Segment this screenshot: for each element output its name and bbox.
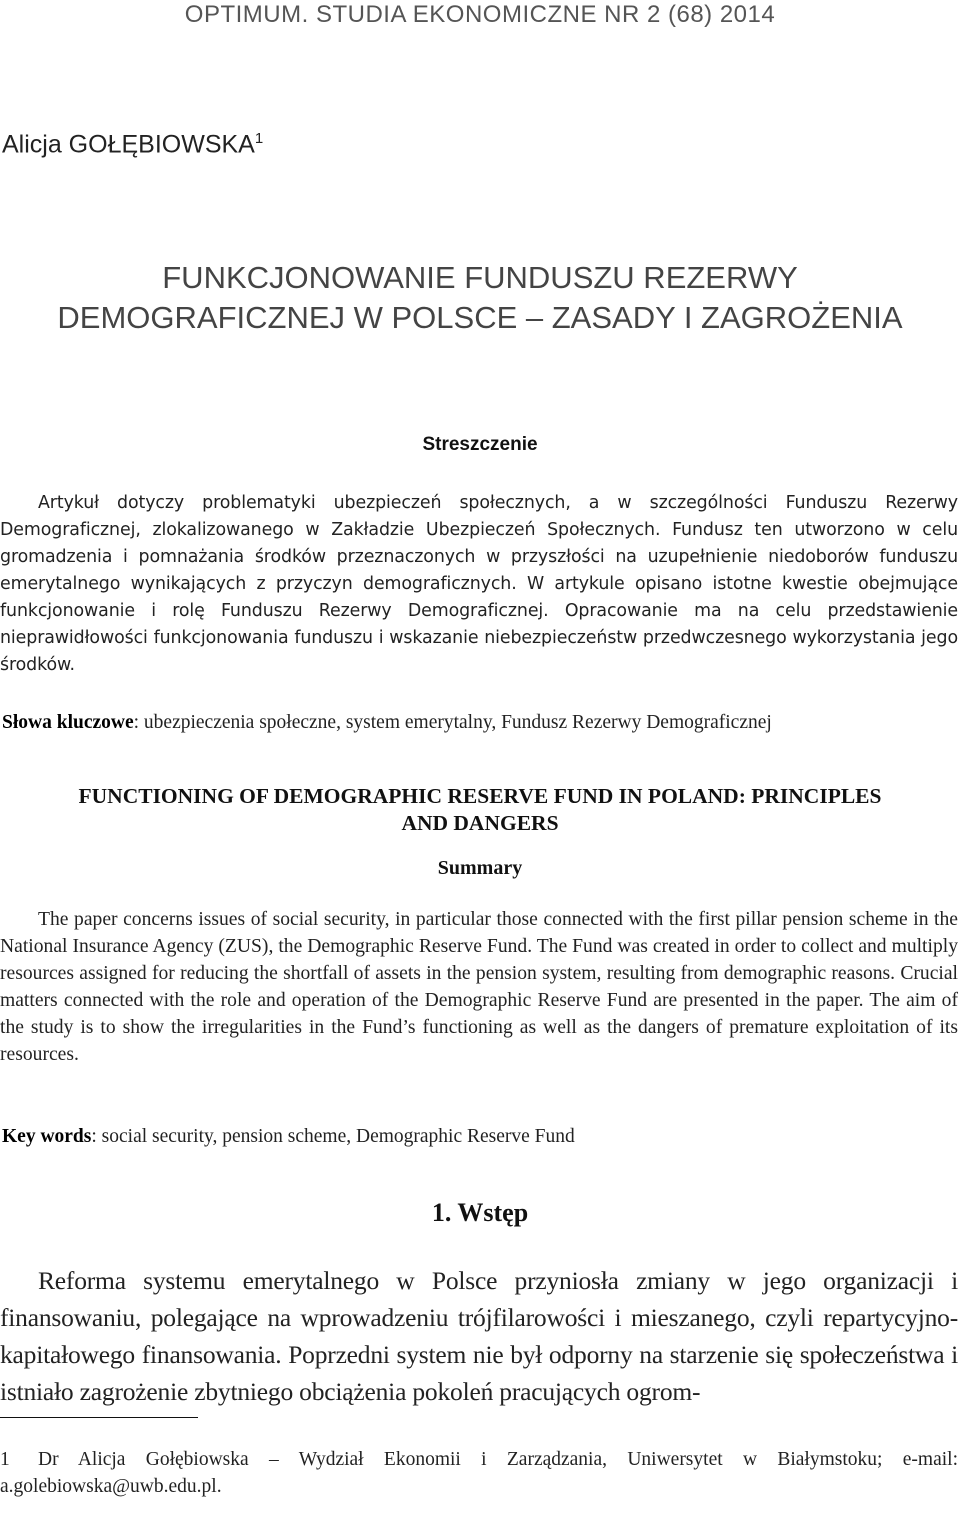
footnote-text: Dr Alicja Gołębiowska – Wydział Ekonomii i Zarządzania, Uniwersytet w Białymstoku; e-mail: a.golebiowska@uwb.edu.pl. <box>0 1449 958 1497</box>
footnote <box>0 1446 958 1500</box>
author-name-text: Alicja GOŁĘBIOWSKA <box>2 130 255 159</box>
keywords-english-text: : social security, pension scheme, Demographic Reserve Fund <box>91 1126 575 1147</box>
author-footnote-mark: 1 <box>254 130 264 147</box>
paper-title-english-line1: FUNCTIONING OF DEMOGRAPHIC RESERVE FUND IN POLAND: PRINCIPLES <box>78 784 882 808</box>
paper-title-english-line2: AND DANGERS <box>401 811 559 835</box>
section-heading-introduction: 1. Wstęp <box>431 1198 529 1227</box>
footnote-mark: 1 <box>0 1449 10 1470</box>
footnote-divider <box>0 1417 198 1418</box>
keywords-polish-label: Słowa kluczowe <box>2 712 134 733</box>
abstract-polish-heading: Streszczenie <box>422 434 538 455</box>
paper-title-polish-line1: FUNKCJONOWANIE FUNDUSZU REZERWY <box>162 260 798 295</box>
paper-title-polish <box>0 258 960 338</box>
journal-header: OPTIMUM. STUDIA EKONOMICZNE NR 2 (68) 2014 <box>184 1 776 28</box>
abstract-polish-text: Artykuł dotyczy problematyki ubezpieczeń społecznych, a w szczególności Funduszu Rezerwy Demograficznej, zlokalizowanego w Zakładzie Ubezpieczeń Społecznych. Fundusz ten utworzono w celu gromadzenia i pomnażania środków przeznaczonych w przyszłości na uzupełnienie niedoborów funduszu emerytalnego wynikających z przyczyn demograficznych. W artykule opisano istotne kwestie obejmujące funkcjonowanie i rolę Funduszu Rezerwy Demograficznej. Opracowanie ma na celu przedstawienie nieprawidłowości funkcjonowania funduszu i wskazanie niebezpieczeństw przedwczesnego wykorzystania jego środków. <box>0 493 958 675</box>
keywords-polish-text: : ubezpieczenia społeczne, system emerytalny, Fundusz Rezerwy Demograficznej <box>133 712 772 733</box>
abstract-english <box>0 906 958 1068</box>
body-paragraph <box>0 1262 958 1410</box>
keywords-english <box>2 1123 958 1150</box>
abstract-english-text: The paper concerns issues of social security, in particular those connected with the first pillar pension scheme in the National Insurance Agency (ZUS), the Demographic Reserve Fund. The Fund was created in order to collect and multiply resources assigned for reducing the shortfall of assets in the pension system, resulting from demographic reasons. Crucial matters connected with the role and operation of the Demographic Reserve Fund are presented in the paper. The aim of the study is to show the irregularities in the Fund’s functioning as well as the dangers of premature exploitation of its resources. <box>0 909 958 1065</box>
abstract-polish <box>0 490 958 679</box>
abstract-english-heading: Summary <box>437 857 523 879</box>
paper-title-polish-line2: DEMOGRAFICZNEJ W POLSCE – ZASADY I ZAGROŻENIA <box>57 300 903 335</box>
keywords-english-label: Key words <box>2 1126 92 1147</box>
body-paragraph-text: Reforma systemu emerytalnego w Polsce przyniosła zmiany w jego organizacji i finansowaniu, polegające na wprowadzeniu trójfilarowości i mieszanego, czyli repartycyjno-kapitałowego finansowania. Poprzedni system nie był odporny na starzenie się społeczeństwa i istniało zagrożenie zbytniego obciążenia pokoleń pracujących ogrom- <box>0 1266 958 1406</box>
paper-title-english <box>0 783 960 837</box>
keywords-polish <box>2 709 958 736</box>
author-name <box>2 130 263 159</box>
